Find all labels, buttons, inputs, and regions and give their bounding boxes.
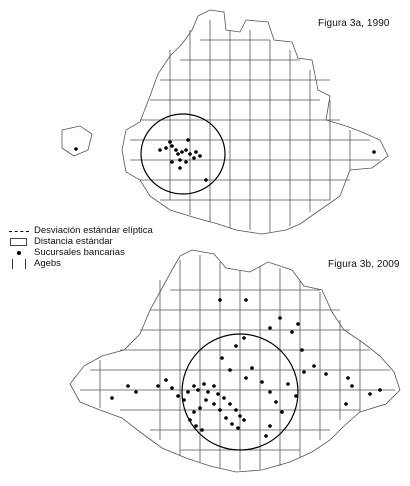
bank-branch-point xyxy=(324,372,328,376)
agebs-icon xyxy=(8,259,30,269)
bank-branch-point xyxy=(170,386,174,390)
map-legend xyxy=(8,225,153,269)
bank-branch-point xyxy=(236,426,240,430)
bank-branch-point xyxy=(368,392,372,396)
bank-branch-point xyxy=(260,380,264,384)
bank-branch-point xyxy=(244,298,248,302)
bank-branch-point xyxy=(280,410,284,414)
agebs-boundary xyxy=(70,250,400,472)
map-2009 xyxy=(70,250,400,472)
bank-branch-point xyxy=(164,146,168,150)
legend-label: Sucursales bancarias xyxy=(34,247,125,258)
bank-branch-point xyxy=(182,398,186,402)
dot-icon xyxy=(8,248,30,258)
legend-label: Desviación estándar elíptica xyxy=(34,225,153,236)
figure-title-2009: Figura 3b, 2009 xyxy=(328,259,400,270)
bank-branch-point xyxy=(168,140,172,144)
bank-branch-point xyxy=(378,388,382,392)
bank-branch-point xyxy=(212,402,216,406)
bank-branch-point xyxy=(180,150,184,154)
bank-branch-point xyxy=(188,418,192,422)
legend-label: Distancia estándar xyxy=(34,236,113,247)
bank-branch-point xyxy=(234,408,238,412)
bank-branch-point xyxy=(178,166,182,170)
bank-branch-point xyxy=(268,326,272,330)
bank-branch-point xyxy=(202,382,206,386)
bank-branch-point xyxy=(178,158,182,162)
legend-label: Agebs xyxy=(34,258,61,269)
bank-branch-point xyxy=(158,148,162,152)
bank-branch-point xyxy=(204,178,208,182)
bank-branch-point xyxy=(244,376,248,380)
bank-branch-point xyxy=(372,150,376,154)
bank-branch-point xyxy=(216,392,220,396)
bank-branch-point xyxy=(192,384,196,388)
bank-branch-point xyxy=(220,356,224,360)
bank-branch-point xyxy=(134,390,138,394)
bank-branch-point xyxy=(218,298,222,302)
bank-branch-point xyxy=(192,410,196,414)
bank-branch-point xyxy=(212,384,216,388)
bank-branch-point xyxy=(126,384,130,388)
bank-branch-point xyxy=(296,322,300,326)
bank-branch-point xyxy=(300,348,304,352)
bank-branch-point xyxy=(242,336,246,340)
bank-branch-point xyxy=(294,394,298,398)
bank-branch-point xyxy=(218,408,222,412)
bank-branch-point xyxy=(200,428,204,432)
bank-branch-point xyxy=(268,390,272,394)
bank-branch-point xyxy=(184,160,188,164)
bank-branch-point xyxy=(224,416,228,420)
bank-branch-point xyxy=(186,390,190,394)
bank-branch-point xyxy=(184,148,188,152)
bank-branch-point xyxy=(268,424,272,428)
bank-branch-point xyxy=(176,394,180,398)
bank-branch-point xyxy=(206,390,210,394)
bank-branch-point xyxy=(110,396,114,400)
bank-branch-point xyxy=(350,384,354,388)
bank-branch-point xyxy=(290,330,294,334)
bank-branch-point xyxy=(204,398,208,402)
bank-branch-point xyxy=(242,418,246,422)
bank-branch-point xyxy=(346,376,350,380)
agebs-grid xyxy=(80,255,395,470)
bank-branch-point xyxy=(250,366,254,370)
map-1990 xyxy=(62,10,388,234)
bank-branch-point xyxy=(74,147,78,151)
bank-branch-point xyxy=(194,424,198,428)
bank-branch-point xyxy=(156,384,160,388)
box-icon xyxy=(8,237,30,247)
bank-branch-point xyxy=(344,402,348,406)
bank-branches-2009 xyxy=(110,298,382,438)
bank-branch-point xyxy=(176,152,180,156)
bank-branch-point xyxy=(302,370,306,374)
standard-deviation-ellipse xyxy=(141,114,225,194)
legend-item-ellipse xyxy=(8,225,153,236)
bank-branch-point xyxy=(186,138,190,142)
bank-branch-point xyxy=(274,400,278,404)
bank-branch-point xyxy=(194,150,198,154)
legend-item-agebs xyxy=(8,258,153,269)
legend-item-branches xyxy=(8,247,153,258)
bank-branch-point xyxy=(222,396,226,400)
bank-branch-point xyxy=(312,364,316,368)
bank-branch-point xyxy=(228,368,232,372)
outlier-ageb xyxy=(62,126,92,156)
bank-branch-point xyxy=(170,160,174,164)
bank-branch-point xyxy=(234,344,238,348)
bank-branch-point xyxy=(286,382,290,386)
bank-branch-point xyxy=(278,316,282,320)
agebs-grid xyxy=(130,20,380,232)
figure-title-1990: Figura 3a, 1990 xyxy=(318,18,390,29)
bank-branch-point xyxy=(170,144,174,148)
bank-branch-point xyxy=(198,154,202,158)
bank-branch-point xyxy=(198,406,202,410)
bank-branch-point xyxy=(164,378,168,382)
bank-branch-point xyxy=(264,434,268,438)
bank-branch-point xyxy=(188,152,192,156)
bank-branch-point xyxy=(228,402,232,406)
bank-branch-point xyxy=(196,388,200,392)
bank-branch-point xyxy=(238,414,242,418)
dashed-line-icon xyxy=(8,226,30,236)
bank-branch-point xyxy=(174,148,178,152)
bank-branch-point xyxy=(230,422,234,426)
legend-item-distance xyxy=(8,236,153,247)
bank-branch-point xyxy=(192,156,196,160)
